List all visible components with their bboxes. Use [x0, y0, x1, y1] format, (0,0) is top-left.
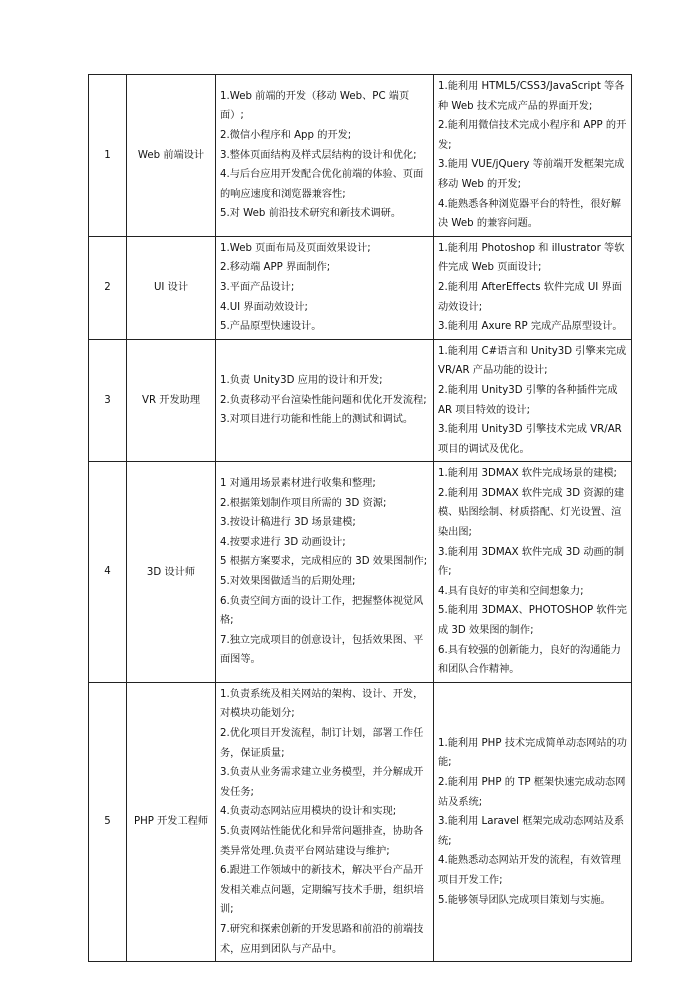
row-number: 2	[89, 236, 127, 339]
job-table	[88, 74, 632, 962]
requirement-item: 3.能利用 Unity3D 引擎技术完成 VR/AR 项目的调试及优化。	[438, 424, 622, 455]
duty-item: 4.UI 界面动效设计;	[220, 301, 308, 313]
requirement-item: 1.能利用 Photoshop 和 illustrator 等软件完成 Web 页面设计;	[438, 242, 625, 274]
requirement-item: 4.具有良好的审美和空间想象力;	[438, 585, 584, 597]
position-title: VR 开发助理	[127, 339, 216, 462]
duty-item: 1.负责系统及相关网站的架构、设计、开发，对模块功能划分;	[220, 688, 424, 720]
requirement-item: 1.能利用 C#语言和 Unity3D 引擎来完成 VR/AR 产品功能的设计;	[438, 345, 627, 377]
position-title: 3D 设计师	[127, 462, 216, 683]
requirement-item: 6.具有较强的创新能力，良好的沟通能力和团队合作精神。	[438, 644, 621, 676]
duty-item: 4.负责动态网站应用模块的设计和实现;	[220, 806, 397, 818]
row-number: 5	[89, 682, 127, 961]
duty-item: 1 对通用场景素材进行收集和整理;	[220, 478, 376, 490]
duty-item: 3.对项目进行功能和性能上的测试和调试。	[220, 414, 414, 426]
duty-item: 3.整体页面结构及样式层结构的设计和优化;	[220, 149, 417, 161]
duty-item: 1.Web 页面布局及页面效果设计;	[220, 242, 371, 254]
duty-item: 5.对 Web 前沿技术研究和新技术调研。	[220, 208, 402, 220]
duty-item: 5.对效果图做适当的后期处理;	[220, 576, 356, 588]
duties-cell	[216, 462, 434, 683]
duty-item: 2.移动端 APP 界面制作;	[220, 262, 331, 274]
row-number: 3	[89, 339, 127, 462]
row-number: 4	[89, 462, 127, 683]
requirements-cell	[434, 462, 632, 683]
requirement-item: 1.能利用 PHP 技术完成简单动态网站的功能;	[438, 737, 627, 769]
duty-item: 4.与后台应用开发配合优化前端的体验、页面的响应速度和浏览器兼容性;	[220, 169, 424, 200]
duty-item: 2.根据策划制作项目所需的 3D 资源;	[220, 497, 387, 509]
requirement-item: 1.能利用 HTML5/CSS3/JavaScript 等各种 Web 技术完成产品的界面开发;	[438, 81, 625, 112]
requirement-item: 3.能利用 Axure RP 完成产品原型设计。	[438, 321, 623, 333]
requirements-cell	[434, 75, 632, 237]
duty-item: 3.负责从业务需求建立业务模型，并分解成开发任务;	[220, 767, 424, 798]
requirement-item: 4.能熟悉各种浏览器平台的特性，很好解决 Web 的兼容问题。	[438, 198, 621, 230]
table-row	[89, 339, 632, 462]
duty-item: 7.研究和探索创新的开发思路和前沿的前端技术，应用到团队与产品中。	[220, 923, 424, 955]
duty-item: 6.跟进工作领域中的新技术，解决平台产品开发相关难点问题，定期编写技术手册，组织培训;	[220, 865, 424, 916]
duty-item: 2.微信小程序和 App 的开发;	[220, 129, 352, 141]
requirement-item: 2.能利用 PHP 的 TP 框架快速完成动态网站及系统;	[438, 776, 626, 808]
table-row	[89, 236, 632, 339]
duties-cell	[216, 682, 434, 961]
table-row	[89, 75, 632, 237]
requirement-item: 2.能利用 AfterEffects 软件完成 UI 界面动效设计;	[438, 281, 622, 313]
requirement-item: 2.能利用 3DMAX 软件完成 3D 资源的建模、贴图绘制、材质搭配、灯光设置、渲染出图;	[438, 487, 625, 539]
duty-item: 5.产品原型快速设计。	[220, 321, 322, 333]
requirement-item: 3.能利用 3DMAX 软件完成 3D 动画的制作;	[438, 546, 625, 578]
duty-item: 4.按要求进行 3D 动画设计;	[220, 536, 346, 548]
duty-item: 6.负责空间方面的设计工作，把握整体视觉风格;	[220, 595, 424, 627]
requirement-item: 5.能利用 3DMAX、PHOTOSHOP 软件完成 3D 效果图的制作;	[438, 605, 627, 637]
duty-item: 5.负责网站性能优化和异常问题排查，协助各类异常处理.负责平台网站建设与维护;	[220, 825, 424, 857]
requirements-cell	[434, 339, 632, 462]
requirements-cell	[434, 682, 632, 961]
position-title: Web 前端设计	[127, 75, 216, 237]
duty-item: 2.负责移动平台渲染性能问题和优化开发流程;	[220, 394, 427, 406]
duty-item: 2.优化项目开发流程，制订计划，部署工作任务，保证质量;	[220, 728, 424, 759]
requirement-item: 2.能利用微信技术完成小程序和 APP 的开发;	[438, 120, 627, 151]
duties-cell	[216, 75, 434, 237]
duty-item: 5 根据方案要求，完成相应的 3D 效果图制作;	[220, 556, 428, 568]
duty-item: 3.按设计稿进行 3D 场景建模;	[220, 517, 356, 529]
requirement-item: 5.能够领导团队完成项目策划与实施。	[438, 894, 611, 906]
duty-item: 1.Web 前端的开发（移动 Web、PC 端页面）;	[220, 90, 410, 122]
duty-item: 7.独立完成项目的创意设计，包括效果图、平面图等。	[220, 634, 424, 666]
requirement-item: 1.能利用 3DMAX 软件完成场景的建模;	[438, 468, 617, 480]
position-title: PHP 开发工程师	[127, 682, 216, 961]
duty-item: 1.负责 Unity3D 应用的设计和开发;	[220, 375, 383, 387]
requirement-item: 3.能利用 Laravel 框架完成动态网站及系统;	[438, 816, 625, 847]
requirement-item: 4.能熟悉动态网站开发的流程，有效管理项目开发工作;	[438, 855, 621, 886]
duties-cell	[216, 236, 434, 339]
row-number: 1	[89, 75, 127, 237]
duty-item: 3.平面产品设计;	[220, 281, 295, 293]
table-row	[89, 682, 632, 961]
requirements-cell	[434, 236, 632, 339]
duties-cell	[216, 339, 434, 462]
requirement-item: 2.能利用 Unity3D 引擎的各种插件完成 AR 项目特效的设计;	[438, 384, 618, 416]
requirement-item: 3.能用 VUE/jQuery 等前端开发框架完成移动 Web 的开发;	[438, 159, 625, 190]
position-title: UI 设计	[127, 236, 216, 339]
table-row	[89, 462, 632, 683]
